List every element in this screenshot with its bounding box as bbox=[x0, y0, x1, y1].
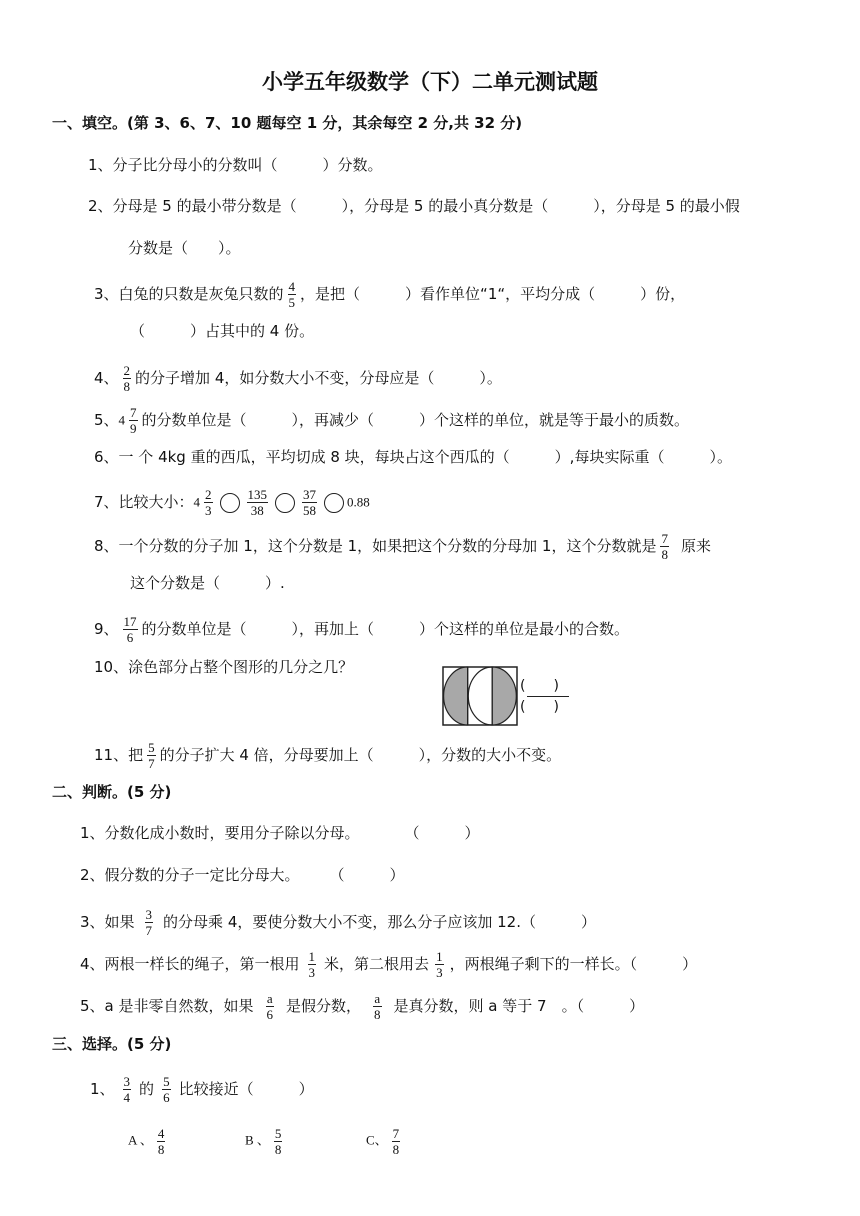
compare-circle[interactable] bbox=[275, 493, 295, 513]
numerator: 4 bbox=[288, 279, 296, 294]
q-text: 米，第二根用去 bbox=[324, 955, 430, 973]
fraction bbox=[392, 1126, 401, 1157]
question-1-2: 2、分母是 5 的最小带分数是（ ），分母是 5 的最小真分数是（ ），分母是 5 的最小假 bbox=[88, 197, 740, 215]
question-1-1: 1、分子比分母小的分数叫（ ）分数。 bbox=[88, 156, 383, 174]
numerator: 2 bbox=[205, 487, 212, 502]
compare-circle[interactable] bbox=[220, 493, 240, 513]
q-text: 11、把 bbox=[94, 746, 144, 764]
fraction bbox=[308, 949, 317, 980]
option-c[interactable] bbox=[366, 1126, 404, 1157]
numerator: 1 bbox=[436, 949, 443, 964]
numerator: 1 bbox=[308, 949, 316, 964]
numerator: 7 bbox=[130, 405, 137, 420]
fraction bbox=[147, 740, 156, 771]
q-text: 的分数单位是（ ），再加上（ ）个这样的单位是最小的合数。 bbox=[141, 620, 630, 638]
numerator: 5 bbox=[148, 740, 155, 755]
question-1-9 bbox=[94, 614, 629, 645]
denominator: 6 bbox=[266, 1007, 274, 1022]
fraction bbox=[123, 614, 138, 645]
denominator: 8 bbox=[392, 1142, 400, 1157]
fraction bbox=[660, 531, 669, 562]
q-text: 7、比较大小： bbox=[94, 493, 194, 511]
q-text: 原来 bbox=[680, 537, 711, 555]
compare-circle[interactable] bbox=[324, 493, 344, 513]
denominator: 5 bbox=[288, 295, 296, 310]
denominator: 8 bbox=[123, 379, 131, 394]
q-text: 是真分数，则 a 等于 7 。（ ） bbox=[393, 997, 645, 1015]
option-a[interactable] bbox=[128, 1126, 169, 1157]
page-title: 小学五年级数学（下）二单元测试题 bbox=[262, 70, 598, 94]
denominator: 9 bbox=[130, 421, 137, 436]
numerator: 4 bbox=[157, 1126, 165, 1141]
denominator: 3 bbox=[205, 503, 212, 518]
denominator: 38 bbox=[250, 503, 264, 518]
q-text: 1、 bbox=[90, 1080, 115, 1098]
question-1-8-cont: 这个分数是（ ）. bbox=[130, 574, 285, 592]
numerator: 3 bbox=[145, 907, 153, 922]
fraction bbox=[123, 363, 132, 394]
numerator: 37 bbox=[303, 487, 317, 502]
q-text: 的分数单位是（ ），再减少（ ）个这样的单位，就是等于最小的质数。 bbox=[141, 411, 690, 429]
denominator: 7 bbox=[148, 756, 155, 771]
q-text: 9、 bbox=[94, 620, 119, 638]
numerator: 17 bbox=[123, 614, 137, 629]
question-3-1 bbox=[90, 1074, 314, 1105]
numerator: 3 bbox=[123, 1074, 131, 1089]
numerator: a bbox=[374, 991, 381, 1006]
question-1-2-cont: 分数是（ ）。 bbox=[128, 239, 241, 257]
option-label: A 、 bbox=[128, 1132, 153, 1148]
fraction bbox=[435, 949, 444, 980]
question-1-3-cont: （ ）占其中的 4 份。 bbox=[130, 322, 315, 340]
answer-denominator-blank[interactable]: ( ) bbox=[520, 699, 559, 715]
denominator: 8 bbox=[274, 1142, 282, 1157]
q-text: 的分子扩大 4 倍，分母要加上（ ），分数的大小不变。 bbox=[159, 746, 562, 764]
fraction bbox=[266, 991, 275, 1022]
answer-fraction-blank[interactable] bbox=[520, 676, 569, 717]
question-1-7 bbox=[94, 487, 370, 518]
whole-number: 4 bbox=[118, 412, 126, 428]
q-text: 比较接近（ ） bbox=[178, 1080, 314, 1098]
question-1-4 bbox=[94, 363, 502, 394]
denominator: 6 bbox=[163, 1090, 170, 1105]
denominator: 3 bbox=[308, 965, 316, 980]
denominator: 58 bbox=[303, 503, 317, 518]
option-label: C、 bbox=[366, 1132, 388, 1148]
fraction bbox=[204, 487, 213, 518]
question-1-11 bbox=[94, 740, 561, 771]
question-1-6: 6、一 个 4kg 重的西瓜，平均切成 8 块，每块占这个西瓜的（ ）,每块实际重（ ）。 bbox=[94, 448, 732, 466]
fraction bbox=[302, 487, 317, 518]
q-text: ，两根绳子剩下的一样长。（ ） bbox=[449, 955, 698, 973]
numerator: 5 bbox=[274, 1126, 282, 1141]
question-1-3 bbox=[94, 279, 685, 310]
q-text: 5、a 是非零自然数，如果 bbox=[80, 997, 254, 1015]
numerator: 7 bbox=[392, 1126, 400, 1141]
option-b[interactable] bbox=[245, 1126, 286, 1157]
shaded-figure-drawing bbox=[442, 666, 518, 728]
question-2-2: 2、假分数的分子一定比分母大。 （ ） bbox=[80, 866, 405, 884]
denominator: 7 bbox=[145, 923, 153, 938]
q-text: 3、白兔的只数是灰兔只数的 bbox=[94, 285, 284, 303]
fraction bbox=[157, 1126, 166, 1157]
shaded-figure bbox=[442, 666, 518, 732]
q-text: 4、两根一样长的绳子，第一根用 bbox=[80, 955, 300, 973]
section-3-heading: 三、选择。(5 分) bbox=[52, 1035, 172, 1053]
numerator: 135 bbox=[247, 487, 268, 502]
denominator: 8 bbox=[157, 1142, 165, 1157]
fraction bbox=[274, 1126, 283, 1157]
q-text: 3、如果 bbox=[80, 913, 135, 931]
question-2-4 bbox=[80, 949, 697, 980]
whole-number: 4 bbox=[193, 494, 201, 510]
q-text: 是假分数， bbox=[286, 997, 362, 1015]
fraction bbox=[373, 991, 382, 1022]
denominator: 4 bbox=[123, 1090, 131, 1105]
denominator: 3 bbox=[436, 965, 443, 980]
q-text: 8、一个分数的分子加 1，这个分数是 1，如果把这个分数的分母加 1，这个分数就是 bbox=[94, 537, 657, 555]
fraction bbox=[129, 405, 138, 436]
q-text: 的分母乘 4，要使分数大小不变，那么分子应该加 12.（ ） bbox=[163, 913, 596, 931]
answer-numerator-blank[interactable]: ( ) bbox=[520, 678, 559, 694]
option-label: B 、 bbox=[245, 1132, 270, 1148]
question-2-5 bbox=[80, 991, 644, 1022]
numerator: a bbox=[266, 991, 273, 1006]
fraction bbox=[288, 279, 297, 310]
section-2-heading: 二、判断。(5 分) bbox=[52, 783, 172, 801]
numerator: 2 bbox=[123, 363, 131, 378]
denominator: 8 bbox=[374, 1007, 381, 1022]
q-text: 4、 bbox=[94, 369, 119, 387]
q-text: ，是把（ ）看作单位“1“，平均分成（ ）份， bbox=[300, 285, 686, 303]
denominator: 6 bbox=[126, 630, 134, 645]
question-2-1: 1、分数化成小数时，要用分子除以分母。 （ ） bbox=[80, 824, 480, 842]
fraction bbox=[247, 487, 269, 518]
question-1-8 bbox=[94, 531, 711, 562]
q-text: 的分子增加 4，如分数大小不变，分母应是（ ）。 bbox=[135, 369, 502, 387]
question-1-5 bbox=[94, 405, 689, 436]
fraction bbox=[145, 907, 154, 938]
question-1-10: 10、涂色部分占整个图形的几分之几？ bbox=[94, 658, 354, 676]
fraction bbox=[123, 1074, 132, 1105]
decimal-number: 0.88 bbox=[347, 494, 370, 510]
numerator: 5 bbox=[163, 1074, 170, 1089]
fraction bbox=[162, 1074, 171, 1105]
q-text: 5、 bbox=[94, 411, 119, 429]
denominator: 8 bbox=[661, 547, 668, 562]
question-2-3 bbox=[80, 907, 596, 938]
section-1-heading: 一、填空。(第 3、6、7、10 题每空 1 分，其余每空 2 分,共 32 分) bbox=[52, 114, 523, 132]
numerator: 7 bbox=[661, 531, 668, 546]
q-text: 的 bbox=[139, 1080, 155, 1098]
